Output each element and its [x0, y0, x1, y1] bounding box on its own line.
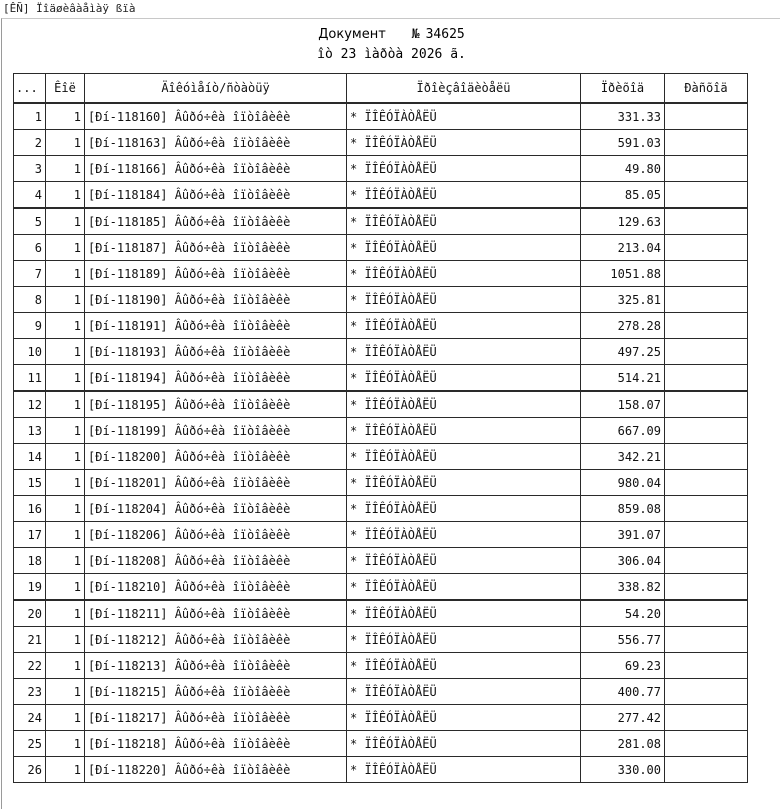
row-amount	[665, 522, 748, 548]
row-number: 7	[14, 261, 46, 287]
row-number: 11	[14, 365, 46, 392]
row-manufacturer: * ÏÎÊÓÏÀÒÅËÜ	[347, 208, 581, 235]
row-document-name: [Ðí-118166] Âûðó÷êà îïòîâèêè	[85, 156, 347, 182]
row-document-name: [Ðí-118213] Âûðó÷êà îïòîâèêè	[85, 653, 347, 679]
row-qty: 1	[46, 130, 85, 156]
row-qty: 1	[46, 470, 85, 496]
row-manufacturer: * ÏÎÊÓÏÀÒÅËÜ	[347, 548, 581, 574]
row-price: 281.08	[581, 731, 665, 757]
row-amount	[665, 574, 748, 601]
row-amount	[665, 182, 748, 209]
row-manufacturer: * ÏÎÊÓÏÀÒÅËÜ	[347, 705, 581, 731]
row-qty: 1	[46, 679, 85, 705]
row-amount	[665, 679, 748, 705]
table-row[interactable]	[14, 235, 748, 261]
row-amount	[665, 156, 748, 182]
table-row[interactable]	[14, 130, 748, 156]
row-amount	[665, 627, 748, 653]
table-row[interactable]	[14, 522, 748, 548]
row-price: 342.21	[581, 444, 665, 470]
row-document-name: [Ðí-118191] Âûðó÷êà îïòîâèêè	[85, 313, 347, 339]
row-price: 391.07	[581, 522, 665, 548]
row-amount	[665, 391, 748, 418]
table-row[interactable]	[14, 496, 748, 522]
table-header-row	[14, 74, 748, 104]
row-manufacturer: * ÏÎÊÓÏÀÒÅËÜ	[347, 627, 581, 653]
row-price: 158.07	[581, 391, 665, 418]
row-manufacturer: * ÏÎÊÓÏÀÒÅËÜ	[347, 103, 581, 130]
row-manufacturer: * ÏÎÊÓÏÀÒÅËÜ	[347, 339, 581, 365]
row-price: 54.20	[581, 600, 665, 627]
row-amount	[665, 339, 748, 365]
row-number: 3	[14, 156, 46, 182]
table-row[interactable]	[14, 574, 748, 601]
row-price: 277.42	[581, 705, 665, 731]
header-amount[interactable]: Ðàñõîä	[665, 74, 748, 104]
row-amount	[665, 496, 748, 522]
row-price: 331.33	[581, 103, 665, 130]
row-manufacturer: * ÏÎÊÓÏÀÒÅËÜ	[347, 757, 581, 783]
row-price: 129.63	[581, 208, 665, 235]
row-manufacturer: * ÏÎÊÓÏÀÒÅËÜ	[347, 130, 581, 156]
row-manufacturer: * ÏÎÊÓÏÀÒÅËÜ	[347, 182, 581, 209]
document-title	[0, 27, 783, 42]
row-amount	[665, 705, 748, 731]
row-document-name: [Ðí-118189] Âûðó÷êà îïòîâèêè	[85, 261, 347, 287]
row-number: 17	[14, 522, 46, 548]
row-number: 23	[14, 679, 46, 705]
table-row[interactable]	[14, 365, 748, 392]
row-qty: 1	[46, 339, 85, 365]
row-document-name: [Ðí-118187] Âûðó÷êà îïòîâèêè	[85, 235, 347, 261]
table-body	[14, 103, 748, 783]
row-manufacturer: * ÏÎÊÓÏÀÒÅËÜ	[347, 574, 581, 601]
row-manufacturer: * ÏÎÊÓÏÀÒÅËÜ	[347, 235, 581, 261]
row-price: 330.00	[581, 757, 665, 783]
row-document-name: [Ðí-118163] Âûðó÷êà îïòîâèêè	[85, 130, 347, 156]
header-name[interactable]: Äîêóìåíò/ñòàòüÿ	[85, 74, 347, 104]
row-number: 10	[14, 339, 46, 365]
row-number: 15	[14, 470, 46, 496]
module-label: [ÊÑ] Ïîäøèâàåìàÿ ßïà	[3, 2, 136, 15]
row-price: 980.04	[581, 470, 665, 496]
row-qty: 1	[46, 103, 85, 130]
row-document-name: [Ðí-118210] Âûðó÷êà îïòîâèêè	[85, 574, 347, 601]
row-number: 26	[14, 757, 46, 783]
row-manufacturer: * ÏÎÊÓÏÀÒÅËÜ	[347, 653, 581, 679]
table-row[interactable]	[14, 600, 748, 627]
row-number: 21	[14, 627, 46, 653]
row-number: 4	[14, 182, 46, 209]
row-document-name: [Ðí-118208] Âûðó÷êà îïòîâèêè	[85, 548, 347, 574]
row-document-name: [Ðí-118204] Âûðó÷êà îïòîâèêè	[85, 496, 347, 522]
row-number: 16	[14, 496, 46, 522]
row-number: 20	[14, 600, 46, 627]
row-qty: 1	[46, 444, 85, 470]
row-manufacturer: * ÏÎÊÓÏÀÒÅËÜ	[347, 444, 581, 470]
row-qty: 1	[46, 365, 85, 392]
row-number: 8	[14, 287, 46, 313]
row-price: 556.77	[581, 627, 665, 653]
row-price: 306.04	[581, 548, 665, 574]
row-qty: 1	[46, 235, 85, 261]
row-qty: 1	[46, 600, 85, 627]
row-qty: 1	[46, 208, 85, 235]
row-document-name: [Ðí-118201] Âûðó÷êà îïòîâèêè	[85, 470, 347, 496]
row-price: 1051.88	[581, 261, 665, 287]
row-amount	[665, 731, 748, 757]
row-amount	[665, 287, 748, 313]
row-amount	[665, 261, 748, 287]
row-number: 5	[14, 208, 46, 235]
table-row[interactable]	[14, 208, 748, 235]
row-number: 22	[14, 653, 46, 679]
table-row[interactable]	[14, 548, 748, 574]
row-amount	[665, 208, 748, 235]
table-row[interactable]	[14, 705, 748, 731]
row-document-name: [Ðí-118200] Âûðó÷êà îïòîâèêè	[85, 444, 347, 470]
row-price: 591.03	[581, 130, 665, 156]
row-amount	[665, 365, 748, 392]
row-price: 667.09	[581, 418, 665, 444]
row-qty: 1	[46, 261, 85, 287]
row-qty: 1	[46, 418, 85, 444]
row-qty: 1	[46, 522, 85, 548]
row-document-name: [Ðí-118218] Âûðó÷êà îïòîâèêè	[85, 731, 347, 757]
row-price: 514.21	[581, 365, 665, 392]
row-qty: 1	[46, 391, 85, 418]
row-manufacturer: * ÏÎÊÓÏÀÒÅËÜ	[347, 365, 581, 392]
row-number: 12	[14, 391, 46, 418]
row-manufacturer: * ÏÎÊÓÏÀÒÅËÜ	[347, 600, 581, 627]
row-document-name: [Ðí-118193] Âûðó÷êà îïòîâèêè	[85, 339, 347, 365]
row-document-name: [Ðí-118206] Âûðó÷êà îïòîâèêè	[85, 522, 347, 548]
header-num[interactable]: ...	[14, 74, 46, 104]
row-price: 338.82	[581, 574, 665, 601]
row-amount	[665, 600, 748, 627]
row-document-name: [Ðí-118220] Âûðó÷êà îïòîâèêè	[85, 757, 347, 783]
table-row[interactable]	[14, 156, 748, 182]
row-manufacturer: * ÏÎÊÓÏÀÒÅËÜ	[347, 731, 581, 757]
row-price: 859.08	[581, 496, 665, 522]
row-qty: 1	[46, 548, 85, 574]
row-qty: 1	[46, 287, 85, 313]
row-number: 24	[14, 705, 46, 731]
row-amount	[665, 757, 748, 783]
row-document-name: [Ðí-118217] Âûðó÷êà îïòîâèêè	[85, 705, 347, 731]
row-document-name: [Ðí-118215] Âûðó÷êà îïòîâèêè	[85, 679, 347, 705]
row-amount	[665, 470, 748, 496]
row-number: 18	[14, 548, 46, 574]
row-amount	[665, 103, 748, 130]
row-qty: 1	[46, 627, 85, 653]
row-price: 85.05	[581, 182, 665, 209]
document-title-word: Документ	[318, 27, 386, 42]
row-document-name: [Ðí-118212] Âûðó÷êà îïòîâèêè	[85, 627, 347, 653]
row-manufacturer: * ÏÎÊÓÏÀÒÅËÜ	[347, 391, 581, 418]
table-row[interactable]	[14, 103, 748, 130]
row-manufacturer: * ÏÎÊÓÏÀÒÅËÜ	[347, 287, 581, 313]
table-row[interactable]	[14, 261, 748, 287]
row-amount	[665, 130, 748, 156]
document-date: îò 23 ìàðòà 2026 ã.	[317, 47, 466, 62]
row-qty: 1	[46, 574, 85, 601]
row-number: 9	[14, 313, 46, 339]
table-row[interactable]	[14, 391, 748, 418]
row-price: 325.81	[581, 287, 665, 313]
row-price: 400.77	[581, 679, 665, 705]
row-qty: 1	[46, 313, 85, 339]
header-manufacturer[interactable]: Ïðîèçâîäèòåëü	[347, 74, 581, 104]
header-qty[interactable]: Êîë	[46, 74, 85, 104]
row-amount	[665, 653, 748, 679]
row-qty: 1	[46, 182, 85, 209]
row-qty: 1	[46, 653, 85, 679]
table-row[interactable]	[14, 679, 748, 705]
row-manufacturer: * ÏÎÊÓÏÀÒÅËÜ	[347, 522, 581, 548]
row-manufacturer: * ÏÎÊÓÏÀÒÅËÜ	[347, 156, 581, 182]
row-manufacturer: * ÏÎÊÓÏÀÒÅËÜ	[347, 418, 581, 444]
header-price[interactable]: Ïðèõîä	[581, 74, 665, 104]
row-qty: 1	[46, 496, 85, 522]
row-document-name: [Ðí-118184] Âûðó÷êà îïòîâèêè	[85, 182, 347, 209]
row-number: 1	[14, 103, 46, 130]
table-row[interactable]	[14, 418, 748, 444]
table-row[interactable]	[14, 627, 748, 653]
table-row[interactable]	[14, 444, 748, 470]
table-row[interactable]	[14, 757, 748, 783]
row-document-name: [Ðí-118160] Âûðó÷êà îïòîâèêè	[85, 103, 347, 130]
row-number: 19	[14, 574, 46, 601]
row-document-name: [Ðí-118190] Âûðó÷êà îïòîâèêè	[85, 287, 347, 313]
row-price: 49.80	[581, 156, 665, 182]
row-price: 69.23	[581, 653, 665, 679]
row-document-name: [Ðí-118194] Âûðó÷êà îïòîâèêè	[85, 365, 347, 392]
document-number-sign: №	[411, 27, 420, 42]
row-number: 25	[14, 731, 46, 757]
table-row[interactable]	[14, 653, 748, 679]
document-number: 34625	[425, 27, 465, 42]
row-number: 2	[14, 130, 46, 156]
row-amount	[665, 548, 748, 574]
row-manufacturer: * ÏÎÊÓÏÀÒÅËÜ	[347, 679, 581, 705]
row-number: 14	[14, 444, 46, 470]
table-row[interactable]	[14, 313, 748, 339]
table-row[interactable]	[14, 287, 748, 313]
row-document-name: [Ðí-118185] Âûðó÷êà îïòîâèêè	[85, 208, 347, 235]
table-row[interactable]	[14, 182, 748, 209]
row-document-name: [Ðí-118211] Âûðó÷êà îïòîâèêè	[85, 600, 347, 627]
row-qty: 1	[46, 156, 85, 182]
row-qty: 1	[46, 705, 85, 731]
row-qty: 1	[46, 757, 85, 783]
table-row[interactable]	[14, 339, 748, 365]
row-manufacturer: * ÏÎÊÓÏÀÒÅËÜ	[347, 470, 581, 496]
table-row[interactable]	[14, 731, 748, 757]
row-document-name: [Ðí-118195] Âûðó÷êà îïòîâèêè	[85, 391, 347, 418]
table-row[interactable]	[14, 470, 748, 496]
row-document-name: [Ðí-118199] Âûðó÷êà îïòîâèêè	[85, 418, 347, 444]
row-amount	[665, 313, 748, 339]
row-price: 213.04	[581, 235, 665, 261]
row-qty: 1	[46, 731, 85, 757]
row-number: 13	[14, 418, 46, 444]
row-manufacturer: * ÏÎÊÓÏÀÒÅËÜ	[347, 313, 581, 339]
row-amount	[665, 235, 748, 261]
row-number: 6	[14, 235, 46, 261]
row-manufacturer: * ÏÎÊÓÏÀÒÅËÜ	[347, 261, 581, 287]
row-amount	[665, 418, 748, 444]
row-amount	[665, 444, 748, 470]
row-price: 278.28	[581, 313, 665, 339]
row-price: 497.25	[581, 339, 665, 365]
row-manufacturer: * ÏÎÊÓÏÀÒÅËÜ	[347, 496, 581, 522]
document-table	[13, 73, 748, 783]
